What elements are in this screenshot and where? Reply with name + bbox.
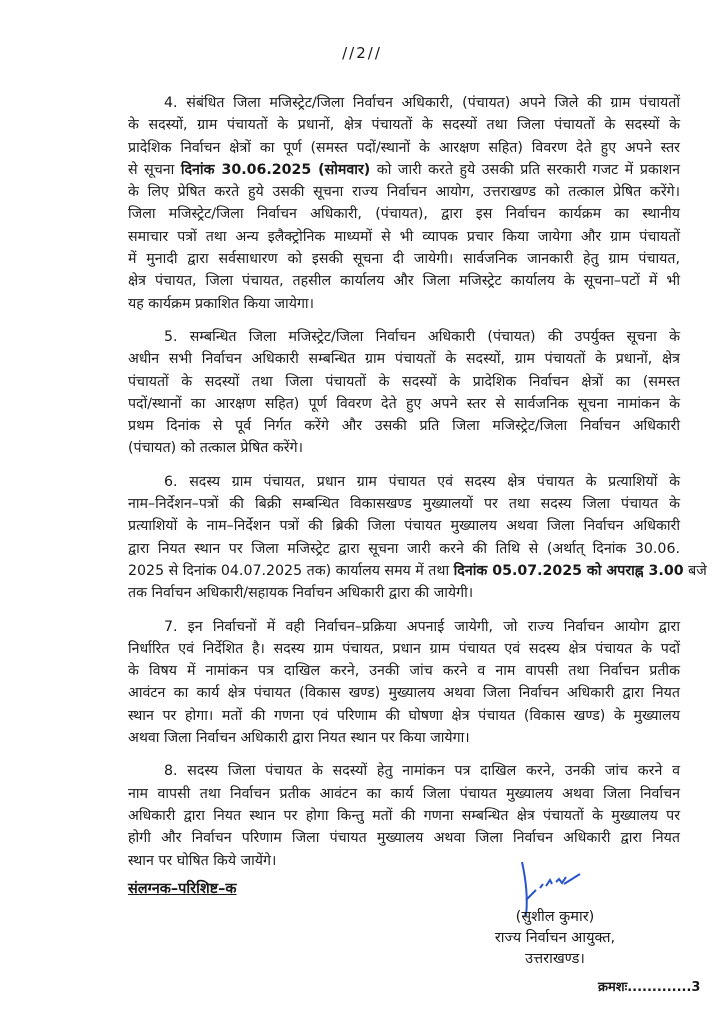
text-segment: जिला मजिस्ट्रेट/जिला निर्वाचन अधिकारी, (पंचायत), द्वारा इस निर्वाचन कार्यक्रम का स्थानीय (128, 206, 680, 223)
signatory-state: उत्तराखण्ड। (525, 951, 585, 967)
text-segment: पंचायतों के सदस्यों तथा जिला पंचायतों के सदस्यों के प्रादेशिक निर्वाचन क्षेत्रों का (समस्त (128, 373, 680, 390)
text-segment: निर्धारित एवं निर्देशित है। सदस्य ग्राम पंचायत, प्रधान ग्राम पंचायत एवं सदस्य क्षेत्र पंचायत के पदों (128, 640, 680, 657)
text-line (128, 114, 680, 136)
text-segment: नाम वापसी तथा निर्वाचन प्रतीक आवंटन का कार्य जिला पंचायत मुख्यालय अथवा जिला निर्वाचन (128, 785, 680, 802)
text-segment: (पंचायत) को तत्काल प्रेषित करेंगे। (128, 440, 303, 457)
text-line (128, 293, 680, 315)
text-segment: द्वारा नियत स्थान पर जिला मजिस्ट्रेट द्वारा सूचना जारी करने की तिथि से (अर्थात् दिनांक 30.06. (128, 540, 680, 557)
text-line (128, 827, 680, 849)
bold-date: दिनांक 05.07.2025 को अपराह्न 3.00 (453, 562, 684, 579)
text-line (128, 137, 680, 159)
text-line (128, 393, 680, 415)
text-segment: 8. सदस्य जिला पंचायत के सदस्यों हेतु नामांकन पत्र दाखिल करने, उनकी जांच करने व (164, 763, 680, 780)
text-segment: के विषय में नामांकन पत्र दाखिल करने, उनकी जांच करने व नाम वापसी तथा निर्वाचन प्रतीक (128, 663, 680, 680)
signatory-name: (सुशील कुमार) (515, 909, 595, 925)
text-line (128, 560, 707, 582)
text-line (128, 92, 680, 114)
text-segment: तक निर्वाचन अधिकारी/सहायक निर्वाचन अधिकारी द्वारा की जायेगी। (128, 585, 474, 602)
text-line (128, 270, 680, 292)
annexure-label: संलग्नक–परिशिष्ट–क (128, 881, 237, 897)
text-segment: से सूचना (128, 161, 181, 178)
text-line (128, 760, 680, 782)
text-line (128, 248, 680, 270)
text-line (128, 616, 680, 638)
text-segment: प्रादेशिक निर्वाचन क्षेत्रों का पूर्ण (समस्त पदों/स्थानों के आरक्षण सहित) विवरण देते हुए अपने स्तर (128, 139, 680, 156)
paragraph-6 (128, 471, 707, 605)
text-line (128, 682, 680, 704)
text-segment: 6. सदस्य ग्राम पंचायत, प्रधान ग्राम पंचायत एवं सदस्य क्षेत्र पंचायत के प्रत्याशियों के (164, 473, 680, 490)
text-line (128, 660, 680, 682)
text-line (128, 538, 680, 560)
signatory-designation: राज्य निर्वाचन आयुक्त, (494, 930, 616, 946)
text-line (128, 437, 680, 459)
paragraph-8 (128, 760, 680, 871)
text-line (128, 705, 680, 727)
paragraph-5 (128, 326, 680, 460)
paragraph-4 (128, 92, 680, 315)
document-body (128, 92, 707, 883)
text-segment: प्रत्याशियों के नाम–निर्देशन पत्रों की ब्रिकी जिला पंचायत मुख्यालय अथवा जिला निर्वाचन अधिकारी (128, 518, 680, 535)
text-segment: के सदस्यों, ग्राम पंचायतों के प्रधानों, क्षेत्र पंचायतों के सदस्यों तथा जिला पंचायतों के सदस्यों के (128, 117, 680, 134)
paragraph-7 (128, 616, 680, 750)
text-segment: स्थान पर होगा। मतों की गणना एवं परिणाम की घोषणा क्षेत्र पंचायत (विकास खण्ड) के मुख्यालय (128, 707, 680, 724)
text-segment: में मुनादी द्वारा सर्वसाधारण को इसकी सूचना दी जायेगी। सार्वजनिक जानकारी हेतु ग्राम पंचायत, (128, 251, 680, 268)
text-segment: पदों/स्थानों का आरक्षण सहित) पूर्ण विवरण देते हुए अपने स्तर से सार्वजनिक सूचना नामांकन के (128, 395, 680, 412)
text-segment: प्रथम दिनांक से पूर्व निर्गत करेंगे और उसकी प्रति जिला मजिस्ट्रेट/जिला निर्वाचन अधिकारी (128, 418, 680, 435)
text-line (128, 226, 680, 248)
text-line (128, 415, 680, 437)
bold-date: दिनांक 30.06.2025 (सोमवार) (180, 161, 371, 178)
text-line (128, 493, 680, 515)
text-segment: यह कार्यक्रम प्रकाशित किया जायेगा। (128, 295, 314, 312)
text-line (128, 783, 680, 805)
page-number: //2// (342, 44, 382, 62)
text-segment: 5. सम्बन्धित जिला मजिस्ट्रेट/जिला निर्वाचन अधिकारी (पंचायत) की उपर्युक्त सूचना के (164, 328, 680, 345)
text-line (128, 727, 680, 749)
text-line (128, 515, 680, 537)
text-line (128, 471, 680, 493)
text-segment: अथवा जिला निर्वाचन अधिकारी द्वारा नियत स्थान पर किया जायेगा। (128, 730, 470, 747)
text-segment: अधिकारी द्वारा नियत स्थान पर होगा किन्तु मतों की गणना सम्बन्धित क्षेत्र पंचायतों के मुख्यालय पर (128, 807, 680, 824)
text-line (128, 805, 680, 827)
text-segment: अधीन सभी निर्वाचन अधिकारी सम्बन्धित ग्राम पंचायतों के सदस्यों, ग्राम पंचायतों के प्रधानों, क्षेत्र (128, 351, 680, 368)
continuation-marker: क्रमशः.............3 (598, 980, 701, 995)
text-line (128, 582, 680, 604)
text-line (128, 371, 680, 393)
text-segment: नाम–निर्देशन–पत्रों की बिक्री सम्बन्धित विकासखण्ड मुख्यालयों पर तथा सदस्य जिला पंचायत के (128, 496, 680, 513)
text-line (128, 181, 680, 203)
text-segment: को जारी करते हुये उसकी प्रति सरकारी गजट में प्रकाशन (370, 161, 680, 178)
text-line (128, 159, 680, 181)
text-segment: के लिए प्रेषित करते हुये उसकी सूचना राज्य निर्वाचन आयोग, उत्तराखण्ड को तत्काल प्रेषित करेंगे। (128, 184, 680, 201)
signatory-block (470, 907, 640, 970)
text-segment: समाचार पत्रों तथा अन्य इलैक्ट्रोनिक माध्यमों से भी व्यापक प्रचार किया जायेगा और ग्राम पंचायतों (128, 228, 680, 245)
text-segment: 2025 से दिनांक 04.07.2025 तक) कार्यालय समय में तथा (128, 562, 454, 579)
text-segment: होगी और निर्वाचन परिणाम जिला पंचायत मुख्यालय अथवा जिला निर्वाचन अधिकारी द्वारा नियत (128, 830, 680, 847)
text-line (128, 326, 680, 348)
text-segment: 4. संबंधित जिला मजिस्ट्रेट/जिला निर्वाचन अधिकारी, (पंचायत) अपने जिले की ग्राम पंचायतों (164, 95, 680, 111)
text-segment: आवंटन का कार्य क्षेत्र पंचायत (विकास खण्ड) मुख्यालय अथवा जिला निर्वाचन अधिकारी द्वारा नियत (128, 685, 680, 702)
text-segment: बजे (683, 562, 707, 579)
text-line (128, 638, 680, 660)
text-segment: क्षेत्र पंचायत, जिला पंचायत, तहसील कार्यालय और जिला मजिस्ट्रेट कार्यालय के सूचना–पटों में भी (128, 273, 680, 290)
text-segment: 7. इन निर्वाचनों में वही निर्वाचन–प्रक्रिया अपनाई जायेगी, जो राज्य निर्वाचन आयोग द्वारा (164, 618, 680, 635)
text-line (128, 348, 680, 370)
text-segment: स्थान पर घोषित किये जायेंगे। (128, 852, 277, 869)
text-line (128, 203, 680, 225)
